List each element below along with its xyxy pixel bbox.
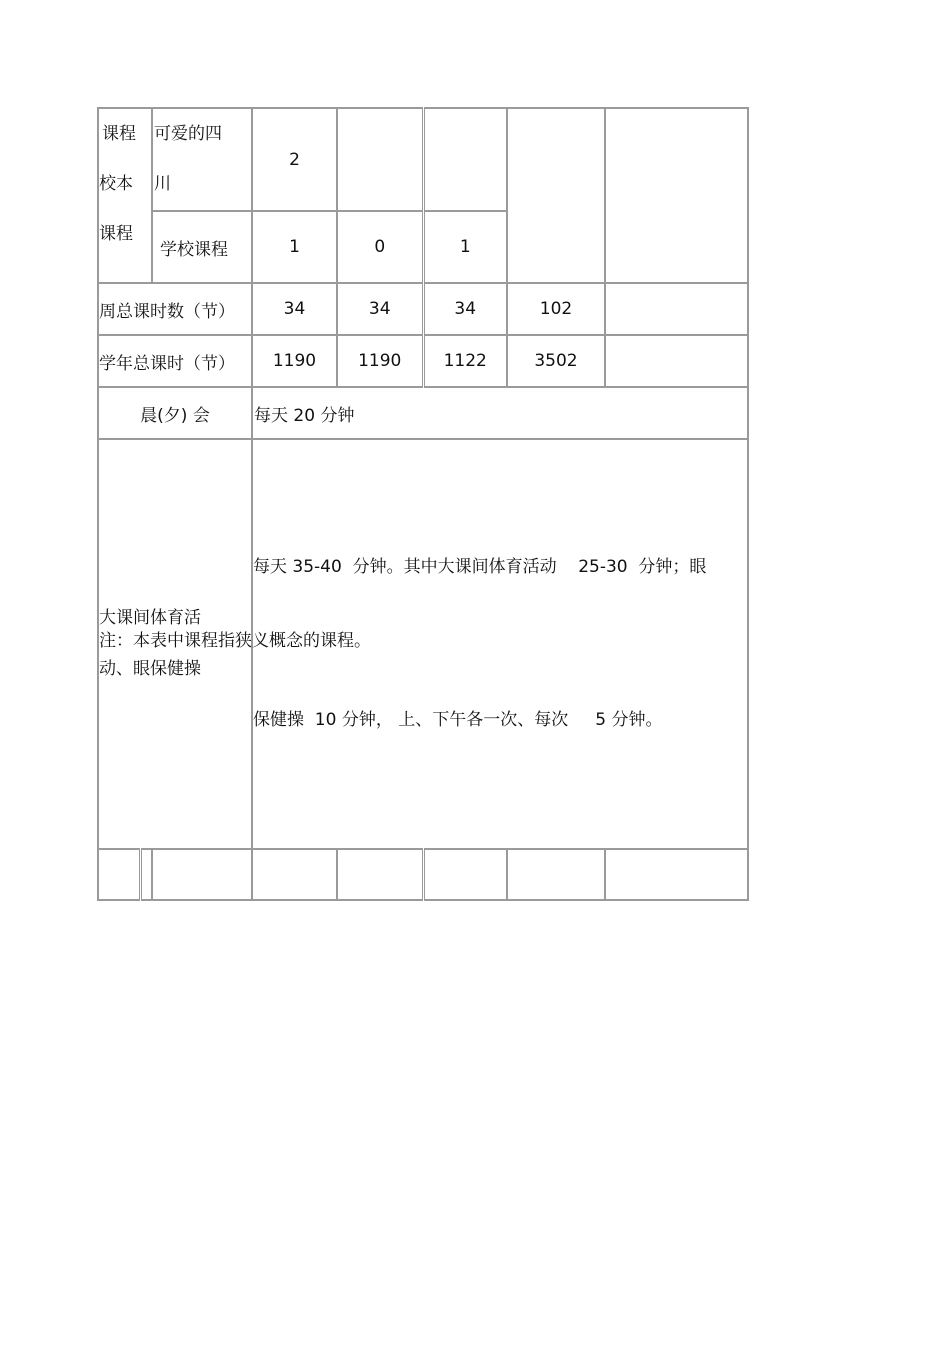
cell-empty — [423, 849, 507, 900]
cell-empty — [252, 849, 337, 900]
row-label-annual-total: 学年总课时（节） — [98, 335, 252, 387]
cell-value: 1 — [252, 211, 337, 283]
cell-empty — [152, 849, 252, 900]
group-label-line2: 校本 — [99, 174, 133, 194]
curriculum-table — [97, 107, 749, 901]
cell-empty — [605, 108, 748, 283]
cell-empty — [337, 849, 423, 900]
subject-line1: 可爱的四 — [154, 124, 222, 144]
cell-value: 34 — [337, 283, 423, 335]
cell-value: 34 — [252, 283, 337, 335]
exercise-label-line1: 大课间体育活 — [99, 608, 201, 628]
group-label-line3: 课程 — [99, 224, 133, 244]
cell-empty — [140, 849, 152, 900]
exercise-value-line1: 每天 35-40 分钟。其中大课间体育活动 25-30 分钟；眼 — [253, 557, 707, 577]
table-row-empty — [98, 849, 748, 900]
cell-value — [423, 108, 507, 211]
cell-empty — [605, 849, 748, 900]
cell-value: 1190 — [337, 335, 423, 387]
school-course-group-cell — [98, 108, 152, 283]
cell-value — [337, 108, 423, 211]
cell-value — [605, 283, 748, 335]
cell-value: 3502 — [507, 335, 605, 387]
group-label-line1: 课程 — [102, 124, 136, 144]
table-footnote: 注：本表中课程指狭义概念的课程。 — [99, 631, 371, 651]
table-row-local-course — [98, 108, 748, 211]
exercise-value-line2: 保健操 10 分钟， 上、下午各一次、每次 5 分钟。 — [253, 710, 663, 730]
cell-empty — [507, 849, 605, 900]
cell-value: 34 — [423, 283, 507, 335]
cell-empty — [98, 849, 140, 900]
cell-value: 0 — [337, 211, 423, 283]
row-value-morning-meeting: 每天 20 分钟 — [252, 387, 748, 439]
cell-value — [605, 335, 748, 387]
subject-line2: 川 — [154, 174, 171, 194]
subject-cell-school: 学校课程 — [152, 211, 252, 283]
row-label-weekly-total: 周总课时数（节） — [98, 283, 252, 335]
cell-value: 1190 — [252, 335, 337, 387]
row-label-morning-meeting: 晨(夕) 会 — [98, 387, 252, 439]
cell-value: 102 — [507, 283, 605, 335]
table-row-morning-meeting — [98, 387, 748, 439]
cell-value: 1 — [423, 211, 507, 283]
exercise-label-line2: 动、眼保健操 — [99, 659, 201, 679]
table-row-weekly-total — [98, 283, 748, 335]
cell-value: 2 — [252, 108, 337, 211]
cell-empty — [507, 108, 605, 283]
subject-cell-sichuan — [152, 108, 252, 211]
table-row-annual-total — [98, 335, 748, 387]
cell-value: 1122 — [423, 335, 507, 387]
